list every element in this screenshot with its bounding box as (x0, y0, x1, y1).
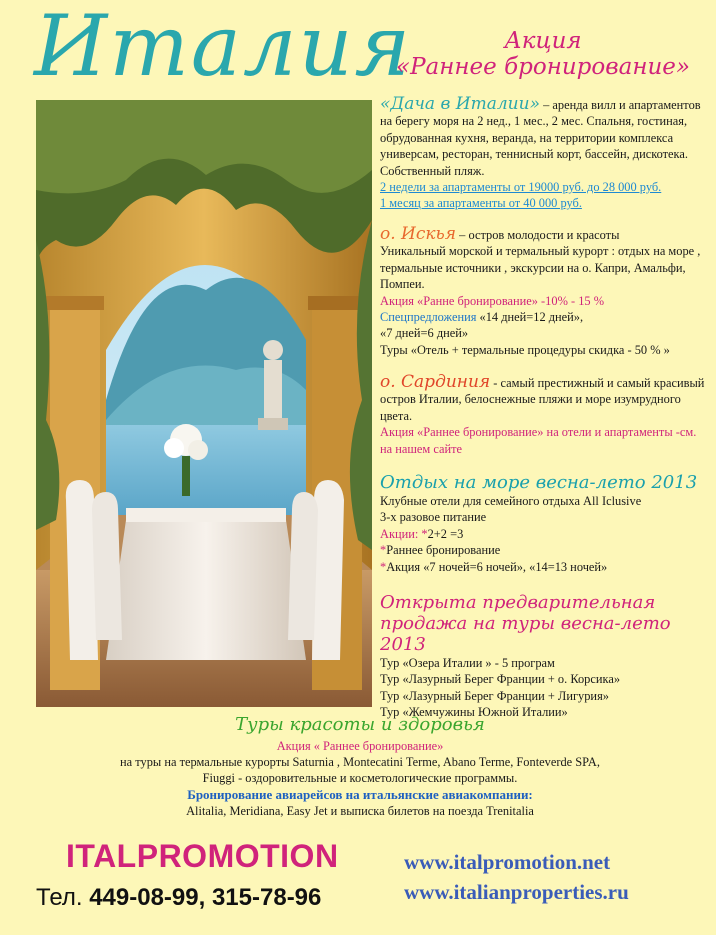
villa-section (380, 96, 706, 212)
ischia-text1: – остров молодости и красоты (456, 228, 620, 242)
site-link-italpromotion[interactable]: www.italpromotion.net (404, 850, 611, 874)
sardinia-text: - самый престижный и самый красивый остров Италии, белоснежные пляжи и море изумрудного цвета. (380, 376, 705, 423)
phone-line (36, 884, 321, 912)
ischia-section (380, 226, 706, 358)
villa-price-1month: 1 месяц за апартаменты от 40 000 руб. (380, 196, 582, 211)
ischia-special-label: Спецпредложения (380, 310, 477, 325)
promo-heading-line2: «Раннее бронирование» (396, 54, 690, 80)
ischia-tours: Туры «Отель + термальные процедуры скидка - 50 % » (380, 342, 670, 357)
ischia-special-text2: «7 дней=6 дней» (380, 326, 469, 341)
beauty-heading: Туры красоты и здоровья (235, 714, 485, 735)
air-line: Alitalia, Meridiana, Easy Jet и выписка билетов на поезда Trenitalia (186, 803, 534, 818)
promo-heading (378, 28, 708, 80)
presale-heading: Открыта предварительная продажа на туры весна-лето 2013 (380, 592, 671, 655)
sea-promo-text2: Раннее бронирование (386, 543, 501, 558)
villa-text: – аренда вилл и апартаментов на берегу моря на 2 нед., 1 мес., 2 мес. Спальня, гостиная, обрудованная кухня, веранда, на территории комплекса универсам, ресторан, теннисный корт, бассейн, дискотека. Собственный пляж. (380, 98, 701, 178)
sea-promo-text1: 2+2 =3 (427, 526, 464, 541)
brand-name: ITALPROMOTION (66, 838, 339, 874)
sea-line1: Клубные отели для семейного отдыха All Iclusive (380, 494, 642, 508)
ischia-text2: Уникальный морской и термальный курорт : отдых на море , термальные источники , экскурсии на о. Капри, Амальфи, Помпеи. (380, 244, 701, 292)
sea-promo-label: Акции: (380, 526, 422, 541)
sardinia-section (380, 374, 706, 457)
villa-price-2weeks: 2 недели за апартаменты от 19000 руб. до 28 000 руб. (380, 180, 662, 195)
sea-heading: Отдых на море весна-лето 2013 (380, 472, 698, 493)
page-title: Италия (34, 0, 413, 95)
sea-section (380, 472, 706, 575)
sardinia-heading: о. Сардиния (380, 372, 491, 392)
phone-numbers: 449-08-99, 315-78-96 (89, 884, 322, 911)
sea-promo-text3: Акция «7 ночей=6 ночей», «14=13 ночей» (386, 559, 608, 574)
ischia-promo: Акция «Ранне бронирование» -10% - 15 % (380, 293, 605, 308)
presale-section (380, 592, 706, 721)
presale-tour: Тур «Озера Италии » - 5 програм (380, 656, 555, 670)
promo-heading-line1: Акция (504, 28, 582, 54)
sea-promo-star1: * (421, 526, 428, 541)
terrace-photo (36, 100, 372, 707)
presale-tour: Тур «Лазурный Берег Франции + о. Корсика» (380, 672, 621, 687)
presale-tour: Тур «Жемчужины Южной Италии» (380, 705, 568, 720)
beauty-promo: Акция « Раннее бронирование» (276, 739, 444, 753)
presale-tour: Тур «Лазурный Берег Франции + Лигурия» (380, 688, 609, 703)
phone-label: Тел. (36, 884, 90, 911)
beauty-line1: на туры на термальные курорты Saturnia , Montecatini Terme, Abano Terme, Fonteverde SPA, (120, 755, 600, 770)
beauty-line2: Fiuggi - оздоровительные и косметологические программы. (202, 771, 518, 786)
ischia-heading: о. Искья (380, 224, 457, 244)
sea-promo-star2: * (380, 543, 387, 558)
sardinia-promo: Акция «Раннее бронирование» на отели и апартаменты -см. на нашем сайте (380, 425, 697, 456)
sea-line2: 3-х разовое питание (380, 510, 487, 525)
sea-promo-star3: * (380, 559, 387, 574)
ischia-special-text1: «14 дней=12 дней», (476, 310, 584, 325)
beauty-section (60, 712, 660, 819)
air-heading: Бронирование авиарейсов на итальянские авиакомпании: (187, 786, 533, 802)
site-link-italianproperties[interactable]: www.italianproperties.ru (404, 880, 629, 904)
villa-heading: «Дача в Италии» (380, 94, 540, 114)
